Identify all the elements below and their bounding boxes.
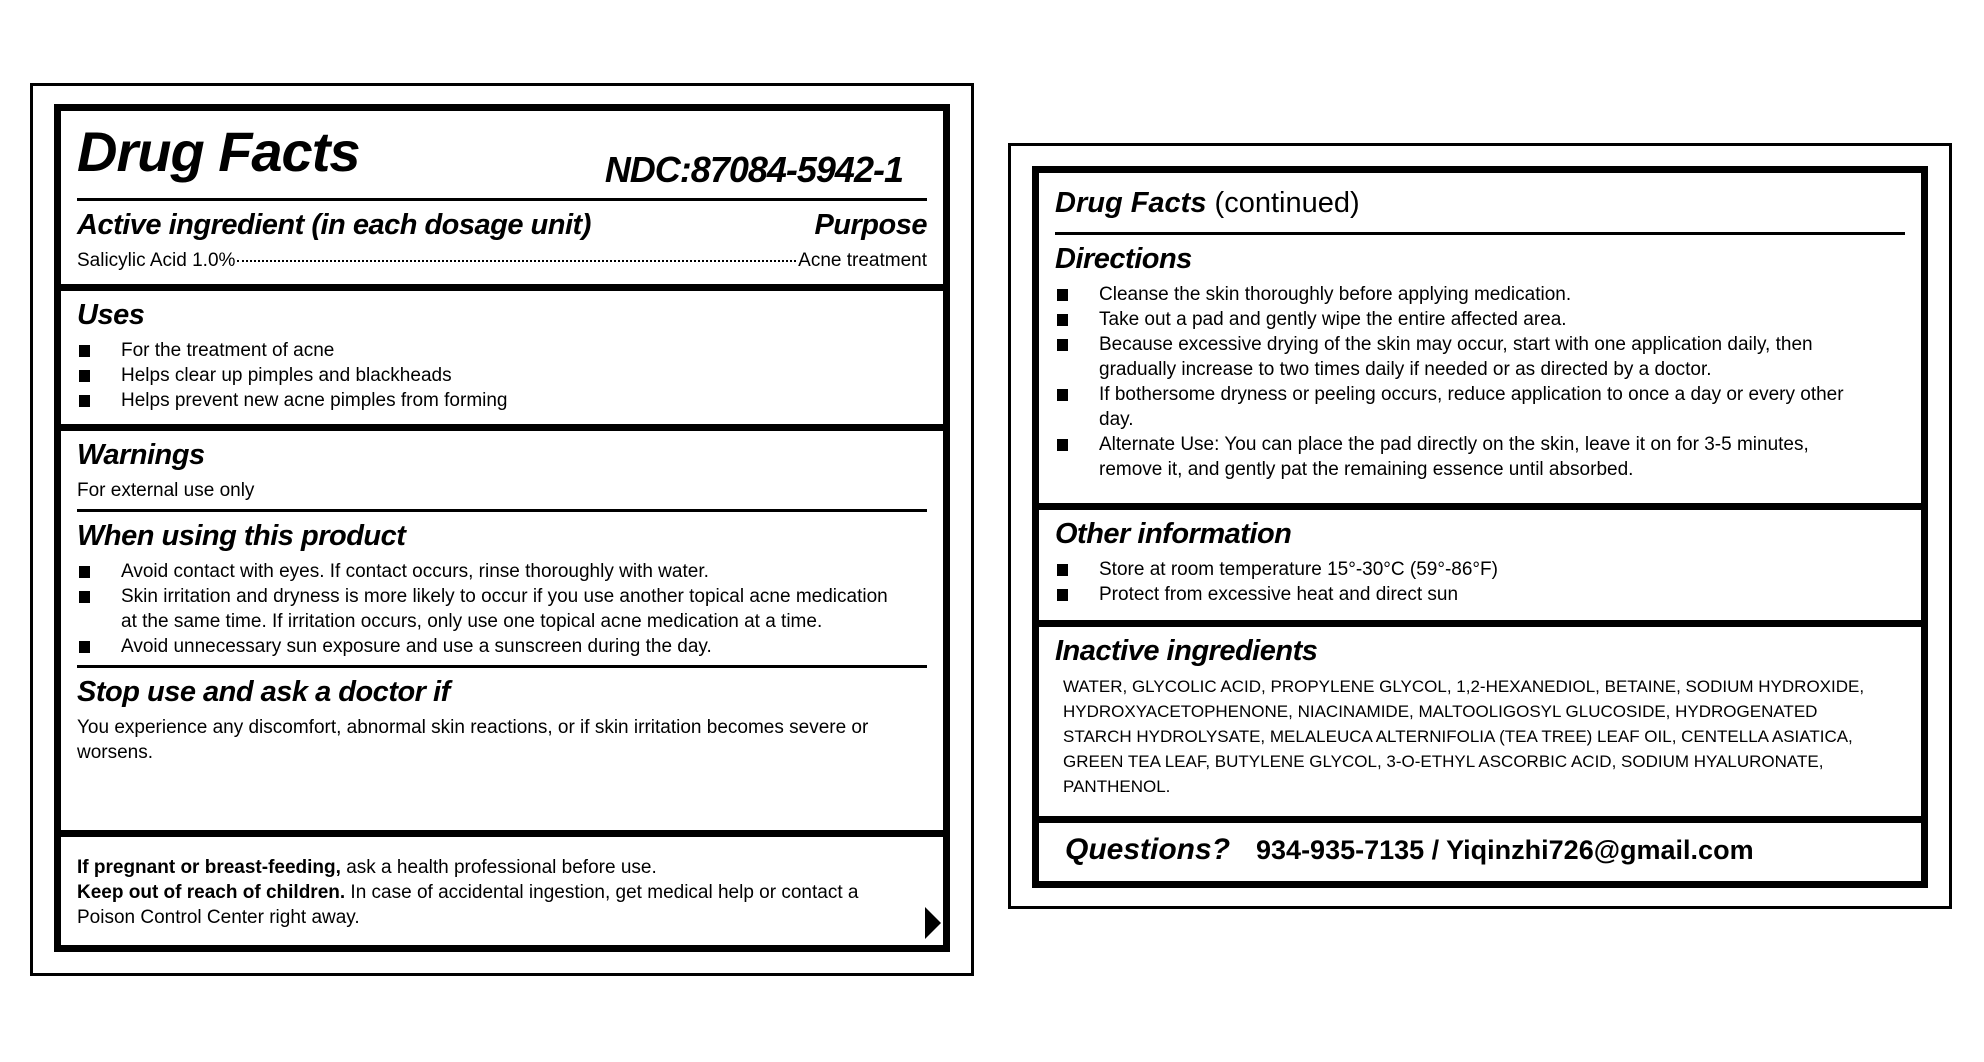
divider [77,198,927,201]
questions-section [1039,823,1921,881]
list-item: Skin irritation and dryness is more likely to occur if you use another topical acne medication at the same time. If irritation occurs, only use one topical acne medication at a time. [77,584,897,634]
list-item: If bothersome dryness or peeling occurs, reduce application to once a day or every other day. [1055,382,1865,432]
section-separator [1039,620,1921,627]
other-information-section [1039,510,1921,620]
list-item: Avoid contact with eyes. If contact occurs, rinse thoroughly with water. [77,559,897,584]
list-item: Cleanse the skin thoroughly before applying medication. [1055,282,1865,307]
list-item: For the treatment of acne [77,338,927,363]
inactive-ingredients-heading: Inactive ingredients [1055,635,1318,667]
contact-info: 934-935-7135 / Yiqinzhi726@gmail.com [1256,835,1754,865]
ndc-code: NDC:87084-5942-1 [604,149,903,190]
left-drug-facts-panel [54,104,950,952]
dot-leader [237,260,796,262]
continued-title: Drug Facts (continued) [1055,187,1360,219]
list-item: Protect from excessive heat and direct sun [1055,582,1905,607]
directions-section [1039,173,1921,503]
inactive-ingredients-text: WATER, GLYCOLIC ACID, PROPYLENE GLYCOL, 1,2-HEXANEDIOL, BETAINE, SODIUM HYDROXIDE, HYDROXYACETOPHENONE, NIACINAMIDE, MALTOOLIGOSYL GLUCOSIDE, HYDROGENATED STARCH HYDROLYSATE, MELALEUCA ALTERNIFOLIA (TEA TREE) LEAF OIL, CENTELLA ASIATICA, GREEN TEA LEAF, BUTYLENE GLYCOL, 3-O-ETHYL ASCORBIC ACID, SODIUM HYALURONATE, PANTHENOL. [1063,677,1865,796]
warnings-text: For external use only [77,480,255,501]
header-section [61,111,943,284]
stop-use-text: You experience any discomfort, abnormal skin reactions, or if skin irritation becomes severe or worsens. [77,717,869,763]
section-separator [61,284,943,291]
uses-heading: Uses [77,299,145,331]
warnings-section [61,431,943,830]
list-item: Helps prevent new acne pimples from forming [77,388,927,413]
right-drug-facts-panel [1032,166,1928,888]
section-separator [1039,503,1921,510]
warnings-heading: Warnings [77,439,205,471]
stop-use-heading: Stop use and ask a doctor if [77,676,450,708]
when-using-heading: When using this product [77,520,406,552]
divider [77,665,927,668]
questions-heading: Questions? [1065,833,1231,866]
purpose-value: Acne treatment [798,250,927,271]
list-item: Store at room temperature 15°-30°C (59°-86°F) [1055,557,1905,582]
list-item: Take out a pad and gently wipe the entire affected area. [1055,307,1865,332]
active-ingredient: Salicylic Acid 1.0% [77,250,236,271]
divider [1055,232,1905,235]
divider [77,509,927,512]
section-separator [61,830,943,837]
section-separator [1039,816,1921,823]
page-title: Drug Facts [77,120,360,183]
list-item: Alternate Use: You can place the pad directly on the skin, leave it on for 3-5 minutes, remove it, and gently pat the remaining essence until absorbed. [1055,432,1865,482]
triangle-arrow-icon [925,907,941,939]
list-item: Avoid unnecessary sun exposure and use a sunscreen during the day. [77,634,897,659]
pregnancy-section [61,837,943,945]
directions-heading: Directions [1055,243,1192,275]
other-information-heading: Other information [1055,518,1292,550]
pregnancy-warning: If pregnant or breast-feeding, ask a health professional before use. [77,857,657,878]
uses-section [61,291,943,424]
children-warning: Keep out of reach of children. In case of accidental ingestion, get medical help or contact a Poison Control Center right away. [77,882,859,928]
list-item: Helps clear up pimples and blackheads [77,363,927,388]
list-item: Because excessive drying of the skin may occur, start with one application daily, then gradually increase to two times daily if needed or as directed by a doctor. [1055,332,1865,382]
section-separator [61,424,943,431]
purpose-heading: Purpose [814,209,927,241]
active-ingredient-heading: Active ingredient (in each dosage unit) [77,209,591,241]
inactive-ingredients-section [1039,627,1921,816]
